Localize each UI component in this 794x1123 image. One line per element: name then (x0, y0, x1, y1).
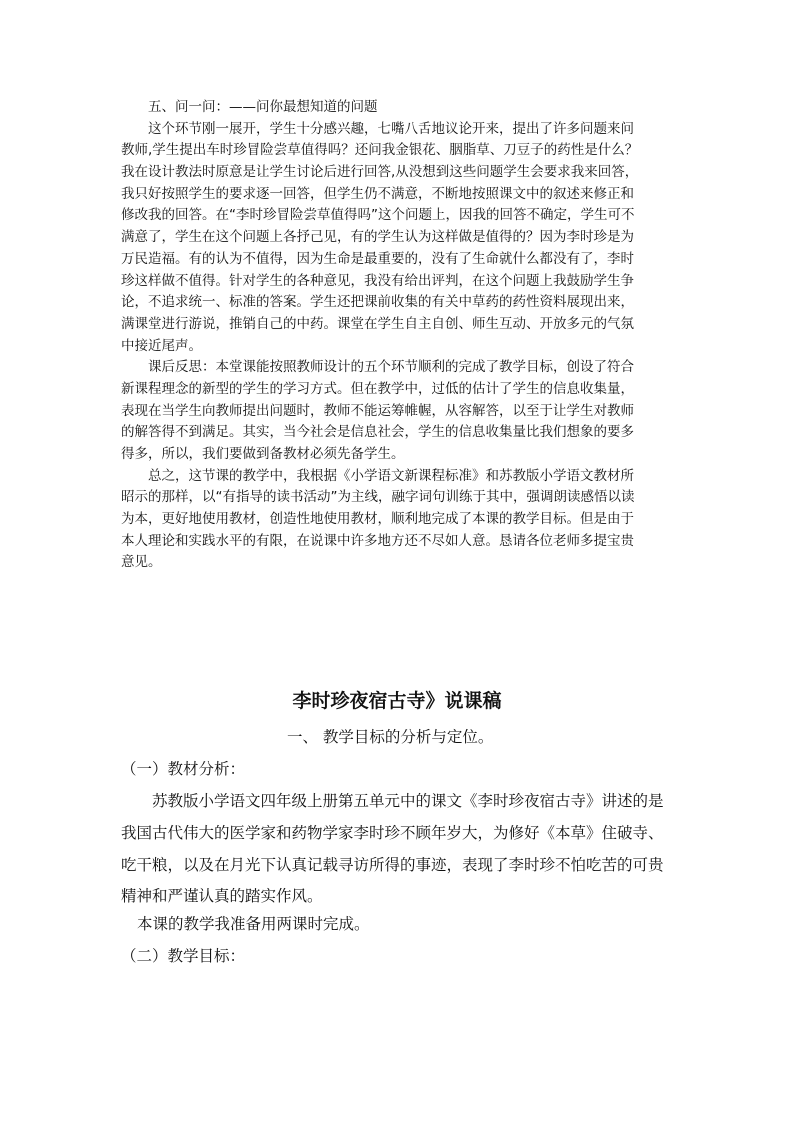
paragraph-reflection (121, 357, 676, 465)
text-line: 教师,学生提出车时珍冒险尝草值得吗？还问我金银花、胭脂草、刀豆子的药性是什么？ (121, 142, 639, 159)
section-five (121, 97, 676, 574)
text-line: 这个环节刚一展开，学生十分感兴趣，七嘴八舌地议论开来，提出了许多问题来问 (148, 120, 634, 137)
text-line: 苏教版小学语文四年级上册第五单元中的课文《李时珍夜宿古寺》讲述的是 (152, 792, 664, 810)
text-line: 课后反思：本堂课能按照教师设计的五个环节顺利的完成了教学目标，创设了符合 (148, 359, 634, 376)
text-line: 中接近尾声。 (121, 337, 202, 354)
section-one-heading: 一、 教学目标的分析与定位。 (287, 728, 494, 746)
paragraph-discussion (121, 119, 676, 358)
text-line: 我只好按照学生的要求逐一回答，但学生仍不满意，不断地按照课文中的叙述来修正和 (121, 185, 634, 202)
text-line: 精神和严谨认真的踏实作风。 (121, 887, 323, 905)
text-line: 珍这样做不值得。针对学生的各种意见，我没有给出评判，在这个问题上我鼓励学生争 (121, 272, 634, 289)
text-line: 为本，更好地使用教材，创造性地使用教材，顺利地完成了本课的教学目标。但是由于 (121, 511, 634, 528)
lesson-plan-note: 本课的教学我准备用两课时完成。 (137, 915, 370, 933)
paragraph-summary (121, 466, 676, 574)
text-line: 表现在当学生向教师提出问题时，教师不能运筹帷幄，从容解答，以至于让学生对教师 (121, 402, 634, 419)
text-line: 昭示的那样，以“有指导的读书活动”为主线，融字词句训练于其中，强调朗读感悟以读 (121, 489, 635, 506)
text-line: 论，不追求统一、标准的答案。学生还把课前收集的有关中草药的药性资料展现出来， (121, 294, 634, 311)
text-line: 新课程理念的新型的学生的学习方式。但在教学中，过低的估计了学生的信息收集量， (121, 380, 634, 397)
text-line: 吃干粮，以及在月光下认真记载寻访所得的事迹，表现了李时珍不怕吃苦的可贵 (121, 856, 664, 874)
text-line: 本人理论和实践水平的有限，在说课中许多地方还不尽如人意。恳请各位老师多提宝贵 (121, 532, 634, 549)
subheading-textbook-analysis: （一）教材分析： (121, 760, 246, 778)
section-five-heading: 五、问一问：——问你最想知道的问题 (148, 99, 378, 115)
text-line: 我在设计教法时原意是让学生讨论后进行回答,从没想到这些问题学生会要求我来回答， (121, 164, 639, 181)
text-line: 意见。 (121, 554, 162, 571)
text-line: 总之，这节课的教学中，我根据《小学语文新课程标准》和苏教版小学语文教材所 (148, 467, 634, 484)
text-line: 我国古代伟大的医学家和药物学家李时珍不顾年岁大，为修好《本草》住破寺、 (121, 824, 664, 842)
document-title: 李时珍夜宿古寺》说课稿 (292, 690, 502, 712)
text-line: 满课堂进行游说，推销自己的中药。课堂在学生自主自创、师生互动、开放多元的气氛 (121, 315, 634, 332)
text-line: 修改我的回答。在“李时珍冒险尝草值得吗”这个问题上，因我的回答不确定，学生可不 (121, 207, 635, 224)
text-line: 万民造福。有的认为不值得，因为生命是最重要的，没有了生命就什么都没有了，李时 (121, 250, 634, 267)
subheading-teaching-goals: （二）教学目标： (121, 947, 246, 965)
text-line: 的解答得不到满足。其实，当今社会是信息社会，学生的信息收集量比我们想象的要多 (121, 424, 634, 441)
text-line: 得多，所以，我们要做到备教材必须先备学生。 (121, 446, 405, 462)
text-line: 满意了，学生在这个问题上各抒己见，有的学生认为这样做是值得的？因为李时珍是为 (121, 229, 634, 246)
